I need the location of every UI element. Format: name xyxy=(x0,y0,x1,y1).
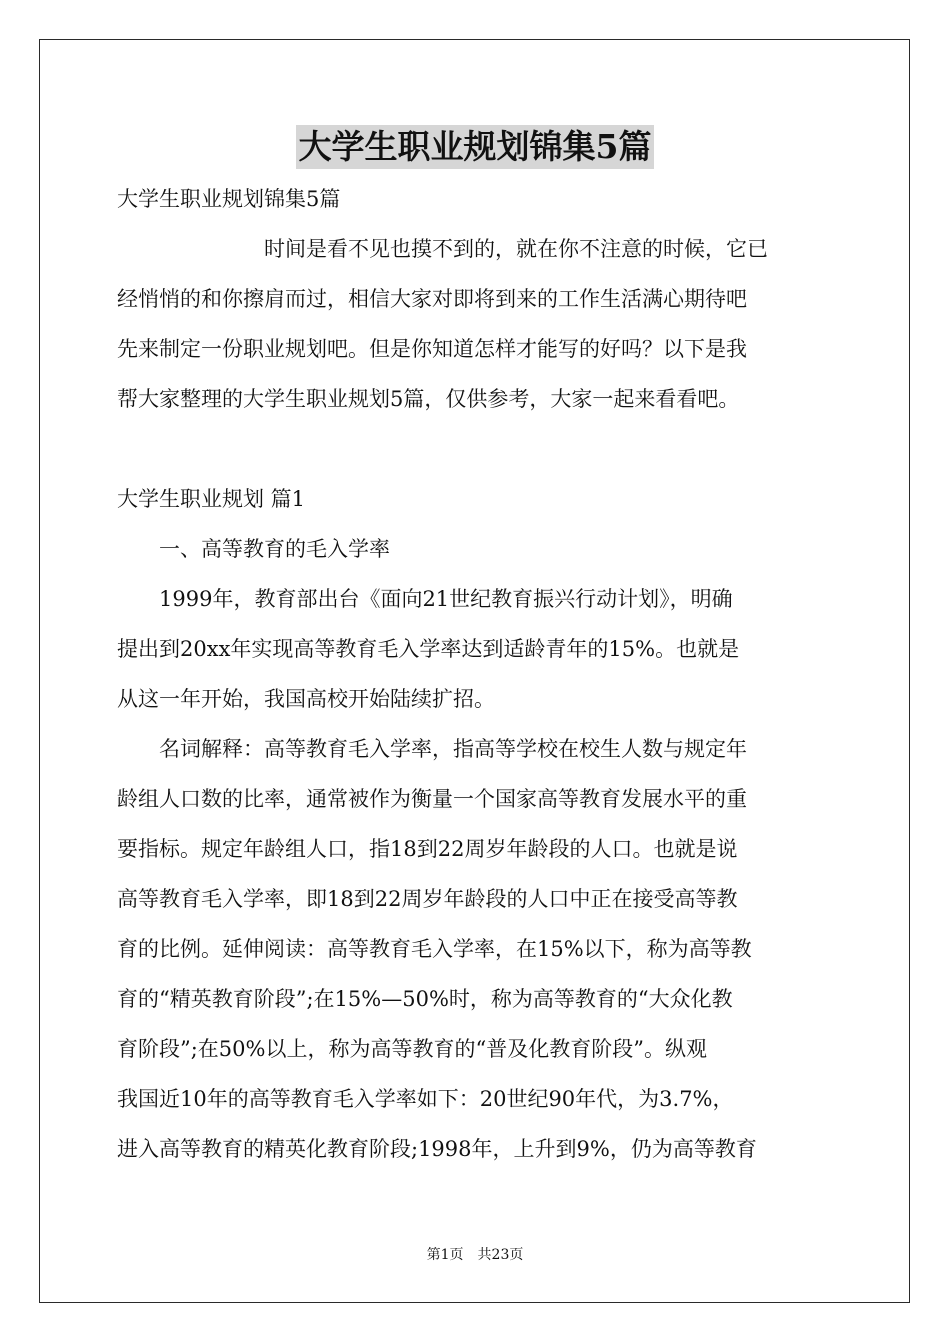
paragraph2-line: 我国近10年的高等教育毛入学率如下：20世纪90年代，为3.7%， xyxy=(117,1087,734,1111)
paragraph1-line: 提出到20xx年实现高等教育毛入学率达到适龄青年的15%。也就是 xyxy=(117,637,740,661)
paragraph2-line: 育阶段”;在50%以上，称为高等教育的“普及化教育阶段”。纵观 xyxy=(117,1037,707,1061)
paragraph2-line: 龄组人口数的比率，通常被作为衡量一个国家高等教育发展水平的重 xyxy=(117,787,747,811)
paragraph2-line: 名词解释：高等教育毛入学率，指高等学校在校生人数与规定年 xyxy=(117,737,747,761)
intro-line: 先来制定一份职业规划吧。但是你知道怎样才能写的好吗？以下是我 xyxy=(117,337,747,361)
intro-line: 时间是看不见也摸不到的，就在你不注意的时候，它已 xyxy=(117,237,768,261)
paragraph2-line: 育的比例。延伸阅读：高等教育毛入学率，在15%以下，称为高等教 xyxy=(117,937,752,961)
paragraph2-line: 要指标。规定年龄组人口，指18到22周岁年龄段的人口。也就是说 xyxy=(117,837,738,861)
intro-line: 帮大家整理的大学生职业规划5篇，仅供参考，大家一起来看看吧。 xyxy=(117,387,740,411)
page-footer: 第1页 共23页 xyxy=(426,1247,524,1263)
paragraph2-line: 高等教育毛入学率，即18到22周岁年龄段的人口中正在接受高等教 xyxy=(117,887,738,911)
subheading: 一、高等教育的毛入学率 xyxy=(117,537,390,561)
title-container xyxy=(0,125,950,169)
paragraph2-line: 育的“精英教育阶段”;在15%—50%时，称为高等教育的“大众化教 xyxy=(117,987,733,1011)
paragraph1-line: 1999年，教育部出台《面向21世纪教育振兴行动计划》，明确 xyxy=(117,587,733,611)
paragraph1-line: 从这一年开始，我国高校开始陆续扩招。 xyxy=(117,687,495,711)
section-heading: 大学生职业规划 篇1 xyxy=(117,487,306,511)
intro-line: 经悄悄的和你擦肩而过，相信大家对即将到来的工作生活满心期待吧 xyxy=(117,287,747,311)
document-subtitle: 大学生职业规划锦集5篇 xyxy=(117,187,341,211)
document-title: 大学生职业规划锦集5篇 xyxy=(296,125,655,169)
paragraph2-line: 进入高等教育的精英化教育阶段;1998年，上升到9%，仍为高等教育 xyxy=(117,1137,757,1161)
